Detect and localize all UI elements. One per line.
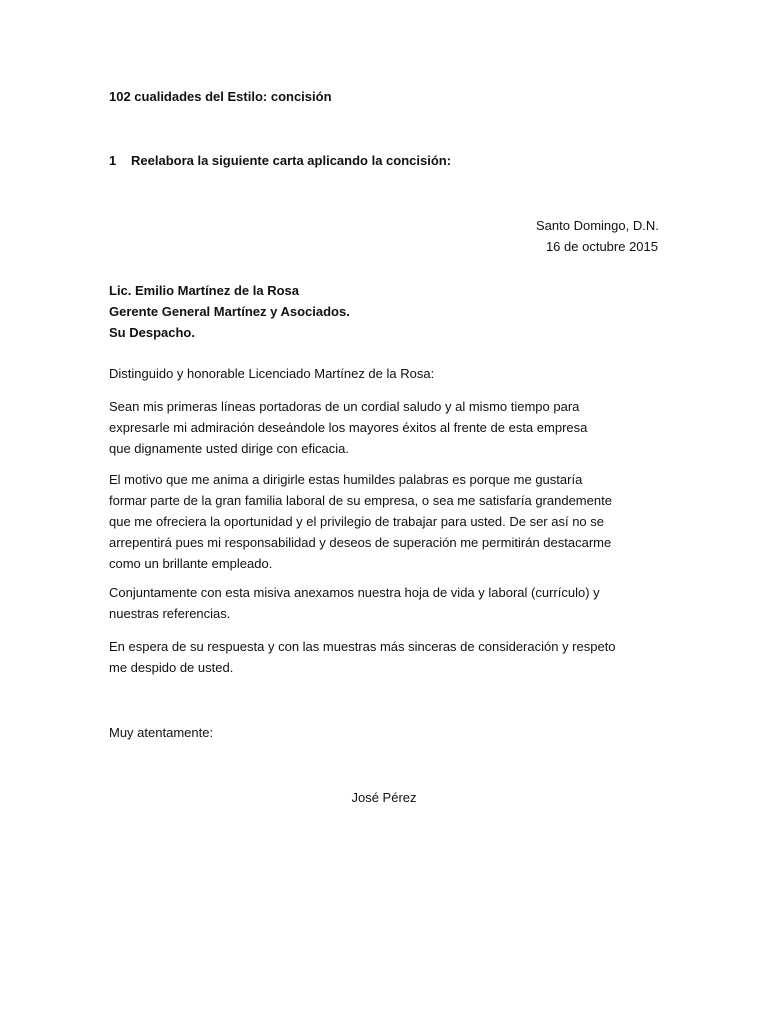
paragraph-line: arrepentirá pues mi responsabilidad y deseos de superación me permitirán destacarme bbox=[109, 535, 612, 550]
paragraph-line: El motivo que me anima a dirigirle estas humildes palabras es porque me gustaría bbox=[109, 472, 583, 487]
paragraph-line: Conjuntamente con esta misiva anexamos nuestra hoja de vida y laboral (currículo) y bbox=[109, 585, 600, 600]
recipient-name: Lic. Emilio Martínez de la Rosa bbox=[109, 283, 299, 298]
letter-date: 16 de octubre 2015 bbox=[545, 239, 658, 254]
paragraph-line: En espera de su respuesta y con las muestras más sinceras de consideración y respeto bbox=[109, 639, 616, 654]
paragraph-line: me despido de usted. bbox=[109, 660, 234, 675]
letter-paragraph-4 bbox=[109, 636, 616, 678]
paragraph-line: nuestras referencias. bbox=[109, 606, 231, 621]
letter-closing: Muy atentamente: bbox=[109, 725, 214, 740]
recipient-block bbox=[109, 280, 350, 343]
paragraph-line: como un brillante empleado. bbox=[109, 556, 273, 571]
exercise-number: 1 bbox=[109, 153, 117, 168]
place-date-block bbox=[536, 215, 658, 257]
paragraph-line: que me ofreciera la oportunidad y el privilegio de trabajar para usted. De ser así no se bbox=[109, 514, 605, 529]
paragraph-line: expresarle mi admiración deseándole los mayores éxitos al frente de esta empresa bbox=[109, 420, 588, 435]
paragraph-line: formar parte de la gran familia laboral de su empresa, o sea me satisfaría grandemente bbox=[109, 493, 612, 508]
letter-signature: José Pérez bbox=[351, 790, 417, 805]
document-title: 102 cualidades del Estilo: concisión bbox=[109, 89, 332, 104]
paragraph-line: Sean mis primeras líneas portadoras de un cordial saludo y al mismo tiempo para bbox=[109, 399, 580, 414]
letter-place: Santo Domingo, D.N. bbox=[536, 218, 659, 233]
paragraph-line: que dignamente usted dirige con eficacia. bbox=[109, 441, 349, 456]
exercise-text: Reelabora la siguiente carta aplicando la concisión: bbox=[131, 153, 452, 168]
letter-paragraph-1 bbox=[109, 396, 587, 459]
recipient-location: Su Despacho. bbox=[109, 325, 195, 340]
letter-paragraph-3 bbox=[109, 582, 600, 624]
exercise-instruction bbox=[109, 150, 451, 171]
recipient-position: Gerente General Martínez y Asociados. bbox=[109, 304, 350, 319]
letter-paragraph-2 bbox=[109, 469, 612, 574]
letter-salutation: Distinguido y honorable Licenciado Martínez de la Rosa: bbox=[109, 366, 435, 381]
